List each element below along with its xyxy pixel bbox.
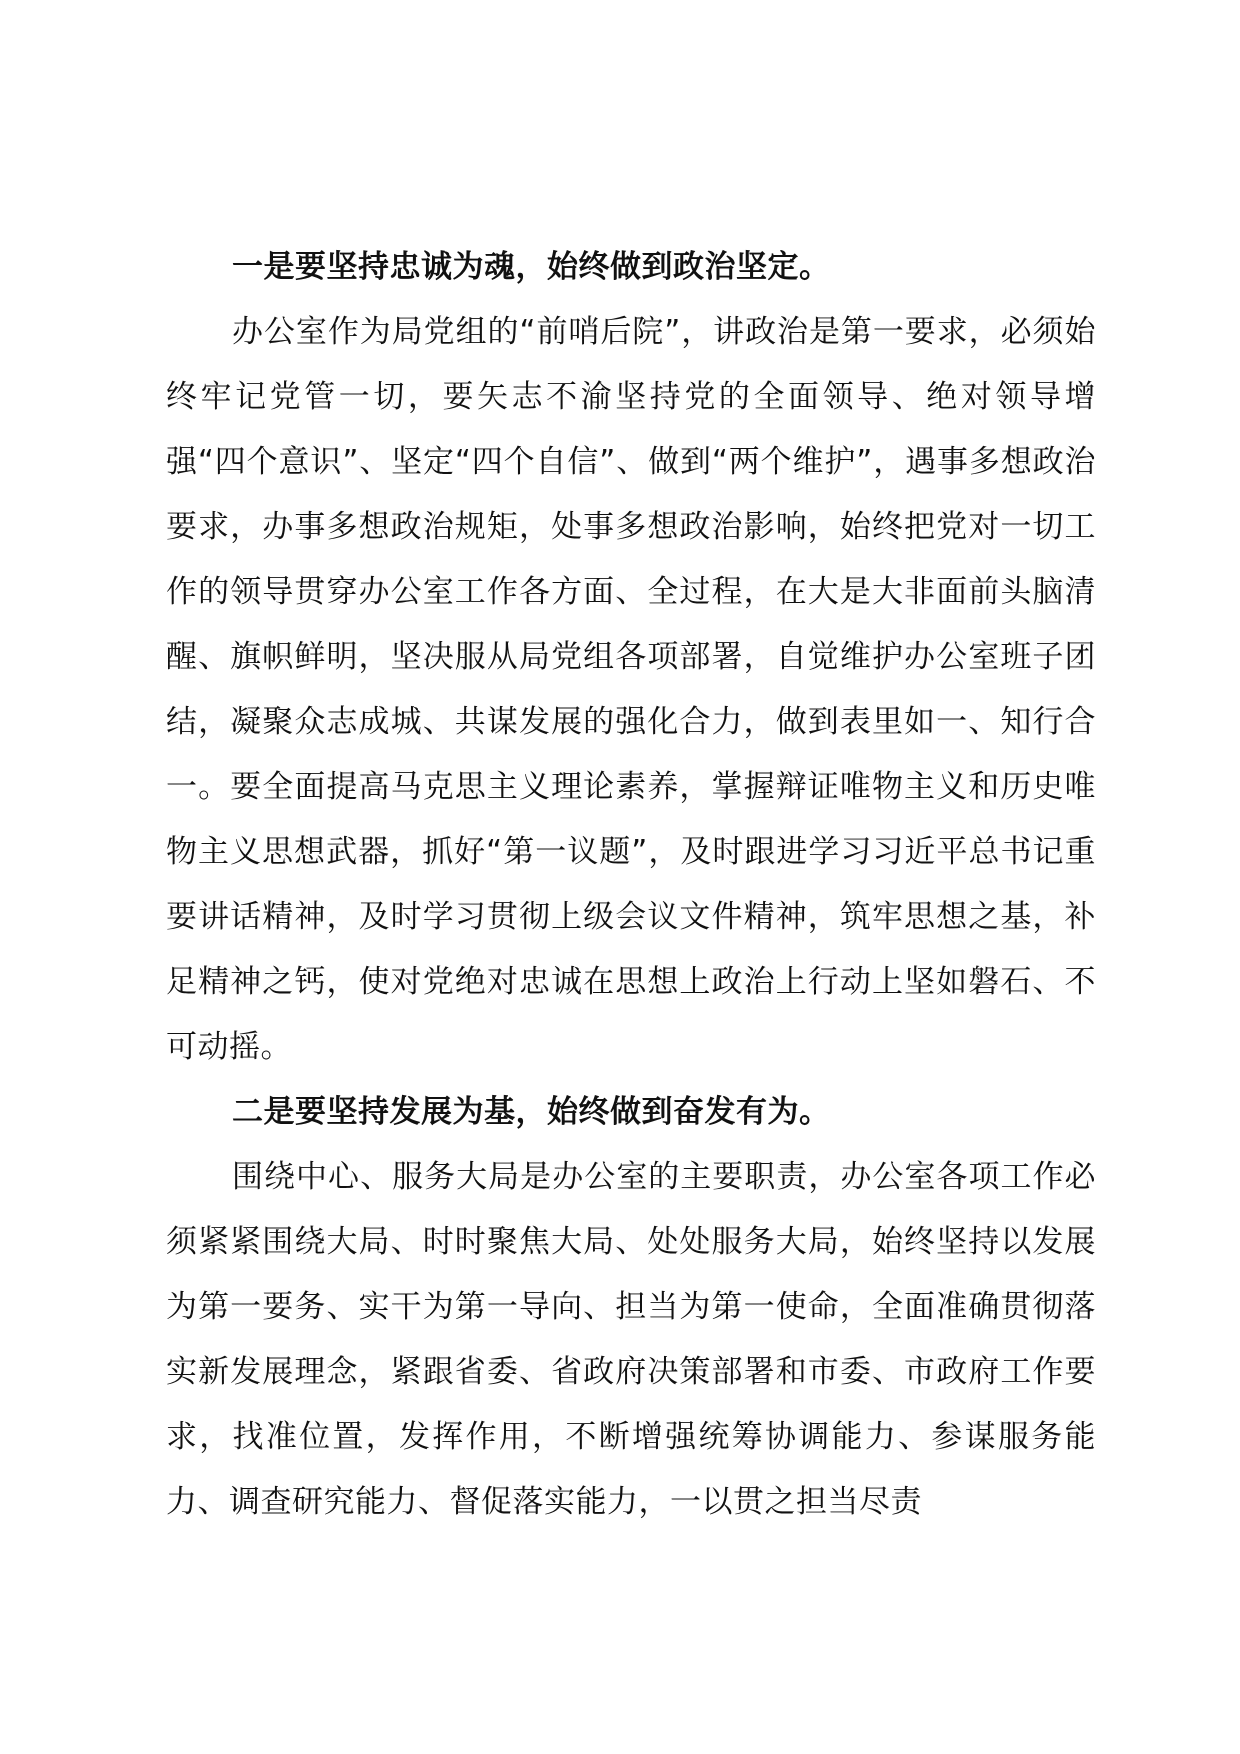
- section-1-paragraph: 办公室作为局党组的“前哨后院”，讲政治是第一要求，必须始终牢记党管一切，要矢志不渝坚持党的全面领导、绝对领导增强“四个意识”、坚定“四个自信”、做到“两个维护”，遇事多想政治要求，办事多想政治规矩，处事多想政治影响，始终把党对一切工作的领导贯穿办公室工作各方面、全过程，在大是大非面前头脑清醒、旗帜鲜明，坚决服从局党组各项部署，自觉维护办公室班子团结，凝聚众志成城、共谋发展的强化合力，做到表里如一、知行合一。要全面提高马克思主义理论素养，掌握辩证唯物主义和历史唯物主义思想武器，抓好“第一议题”，及时跟进学习习近平总书记重要讲话精神，及时学习贯彻上级会议文件精神，筑牢思想之基，补足精神之钙，使对党绝对忠诚在思想上政治上行动上坚如磐石、不可动摇。: [166, 314, 1096, 1065]
- section-1-heading: 一是要坚持忠诚为魂，始终做到政治坚定。: [232, 249, 831, 285]
- document-body: [166, 235, 1096, 1535]
- section-2-paragraph: 围绕中心、服务大局是办公室的主要职责，办公室各项工作必须紧紧围绕大局、时时聚焦大局、处处服务大局，始终坚持以发展为第一要务、实干为第一导向、担当为第一使命，全面准确贯彻落实新发展理念，紧跟省委、省政府决策部署和市委、市政府工作要求，找准位置，发挥作用，不断增强统筹协调能力、参谋服务能力、调查研究能力、督促落实能力，一以贯之担当尽责: [166, 1159, 1096, 1520]
- section-2-heading: 二是要坚持发展为基，始终做到奋发有为。: [232, 1094, 831, 1130]
